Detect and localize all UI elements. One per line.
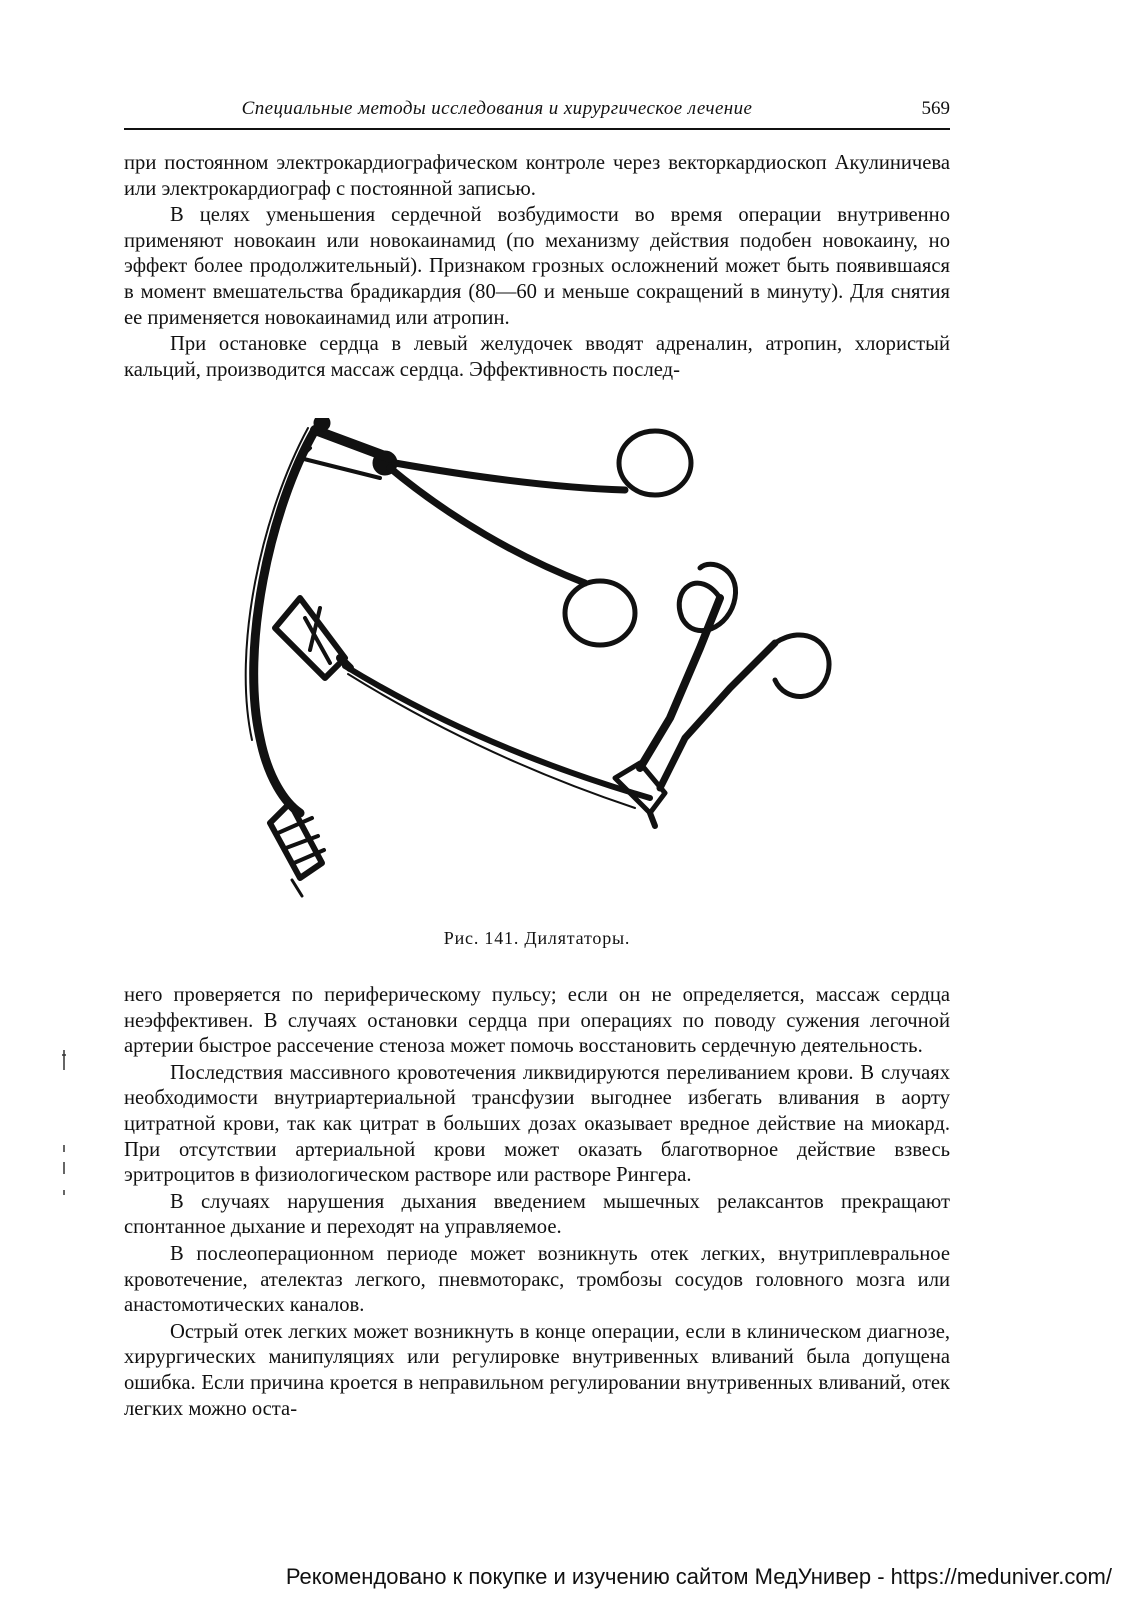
paragraph: При остановке сердца в левый желудочек вводят адреналин, атропин, хлористый кальций, производится массаж сердца. Эффективность послед-	[124, 333, 950, 381]
running-title: Специальные методы исследования и хирургическое лечение	[241, 98, 753, 119]
paragraph: В случаях нарушения дыхания введением мышечных релаксантов прекращают спонтанное дыхание и переходят на управляемое.	[124, 1190, 950, 1239]
figure-dilators	[230, 418, 850, 918]
text-block-bottom	[124, 983, 950, 1422]
paragraph: него проверяется по периферическому пульсу; если он не определяется, массаж сердца неэффективен. В случаях остановки сердца при операциях по поводу сужения легочной артерии быстрое рассечение стеноза может помочь восстановить сердечную деятельность.	[124, 984, 950, 1058]
margin-scan-marks	[58, 1050, 70, 1230]
page-number: 569	[921, 98, 950, 119]
figure-caption: Рис. 141. Дилятаторы.	[443, 928, 631, 948]
paragraph: В целях уменьшения сердечной возбудимости во время операции внутривенно применяют новокаин или новокаинамид (по механизму действия подобен новокаину, но эффект более продолжительный). Признаком грозных осложнений может быть появившаяся в момент вмешательства брадикардия (80—60 и меньше сокращений в минуту). Для снятия ее применяется новокаинамид или атропин.	[124, 204, 950, 329]
running-header	[124, 98, 950, 130]
paragraph: при постоянном электрокардиографическом контроле через векторкардиоскоп Акулиничева или электрокардиограф с постоянной записью.	[124, 152, 950, 200]
paragraph: Острый отек легких может возникнуть в конце операции, если в клиническом диагнозе, хирургических манипуляциях или регулировке внутривенных вливаний была допущена ошибка. Если причина кроется в неправильном регулировании внутривенных вливаний, отек легких можно оста-	[124, 1320, 950, 1420]
text-block-top	[124, 151, 950, 383]
paragraph: В послеоперационном периоде может возникнуть отек легких, внутриплевральное кровотечение, ателектаз легкого, пневмоторакс, тромбозы сосудов головного мозга или анастомотических каналов.	[124, 1242, 950, 1317]
footer-promo-link[interactable]: Рекомендовано к покупке и изучению сайтом МедУнивер - https://meduniver.com/	[285, 1564, 1112, 1589]
dilators-illustration	[230, 418, 850, 918]
paragraph: Последствия массивного кровотечения ликвидируются переливанием крови. В случаях необходимости внутриартериальной трансфузии выгоднее избегать вливания в аорту цитратной крови, так как цитрат в больших дозах оказывает вредное действие на миокард. При отсутствии артериальной крови может оказать благотворное действие взвесь эритроцитов в физиологическом растворе или растворе Рингера.	[124, 1061, 950, 1187]
